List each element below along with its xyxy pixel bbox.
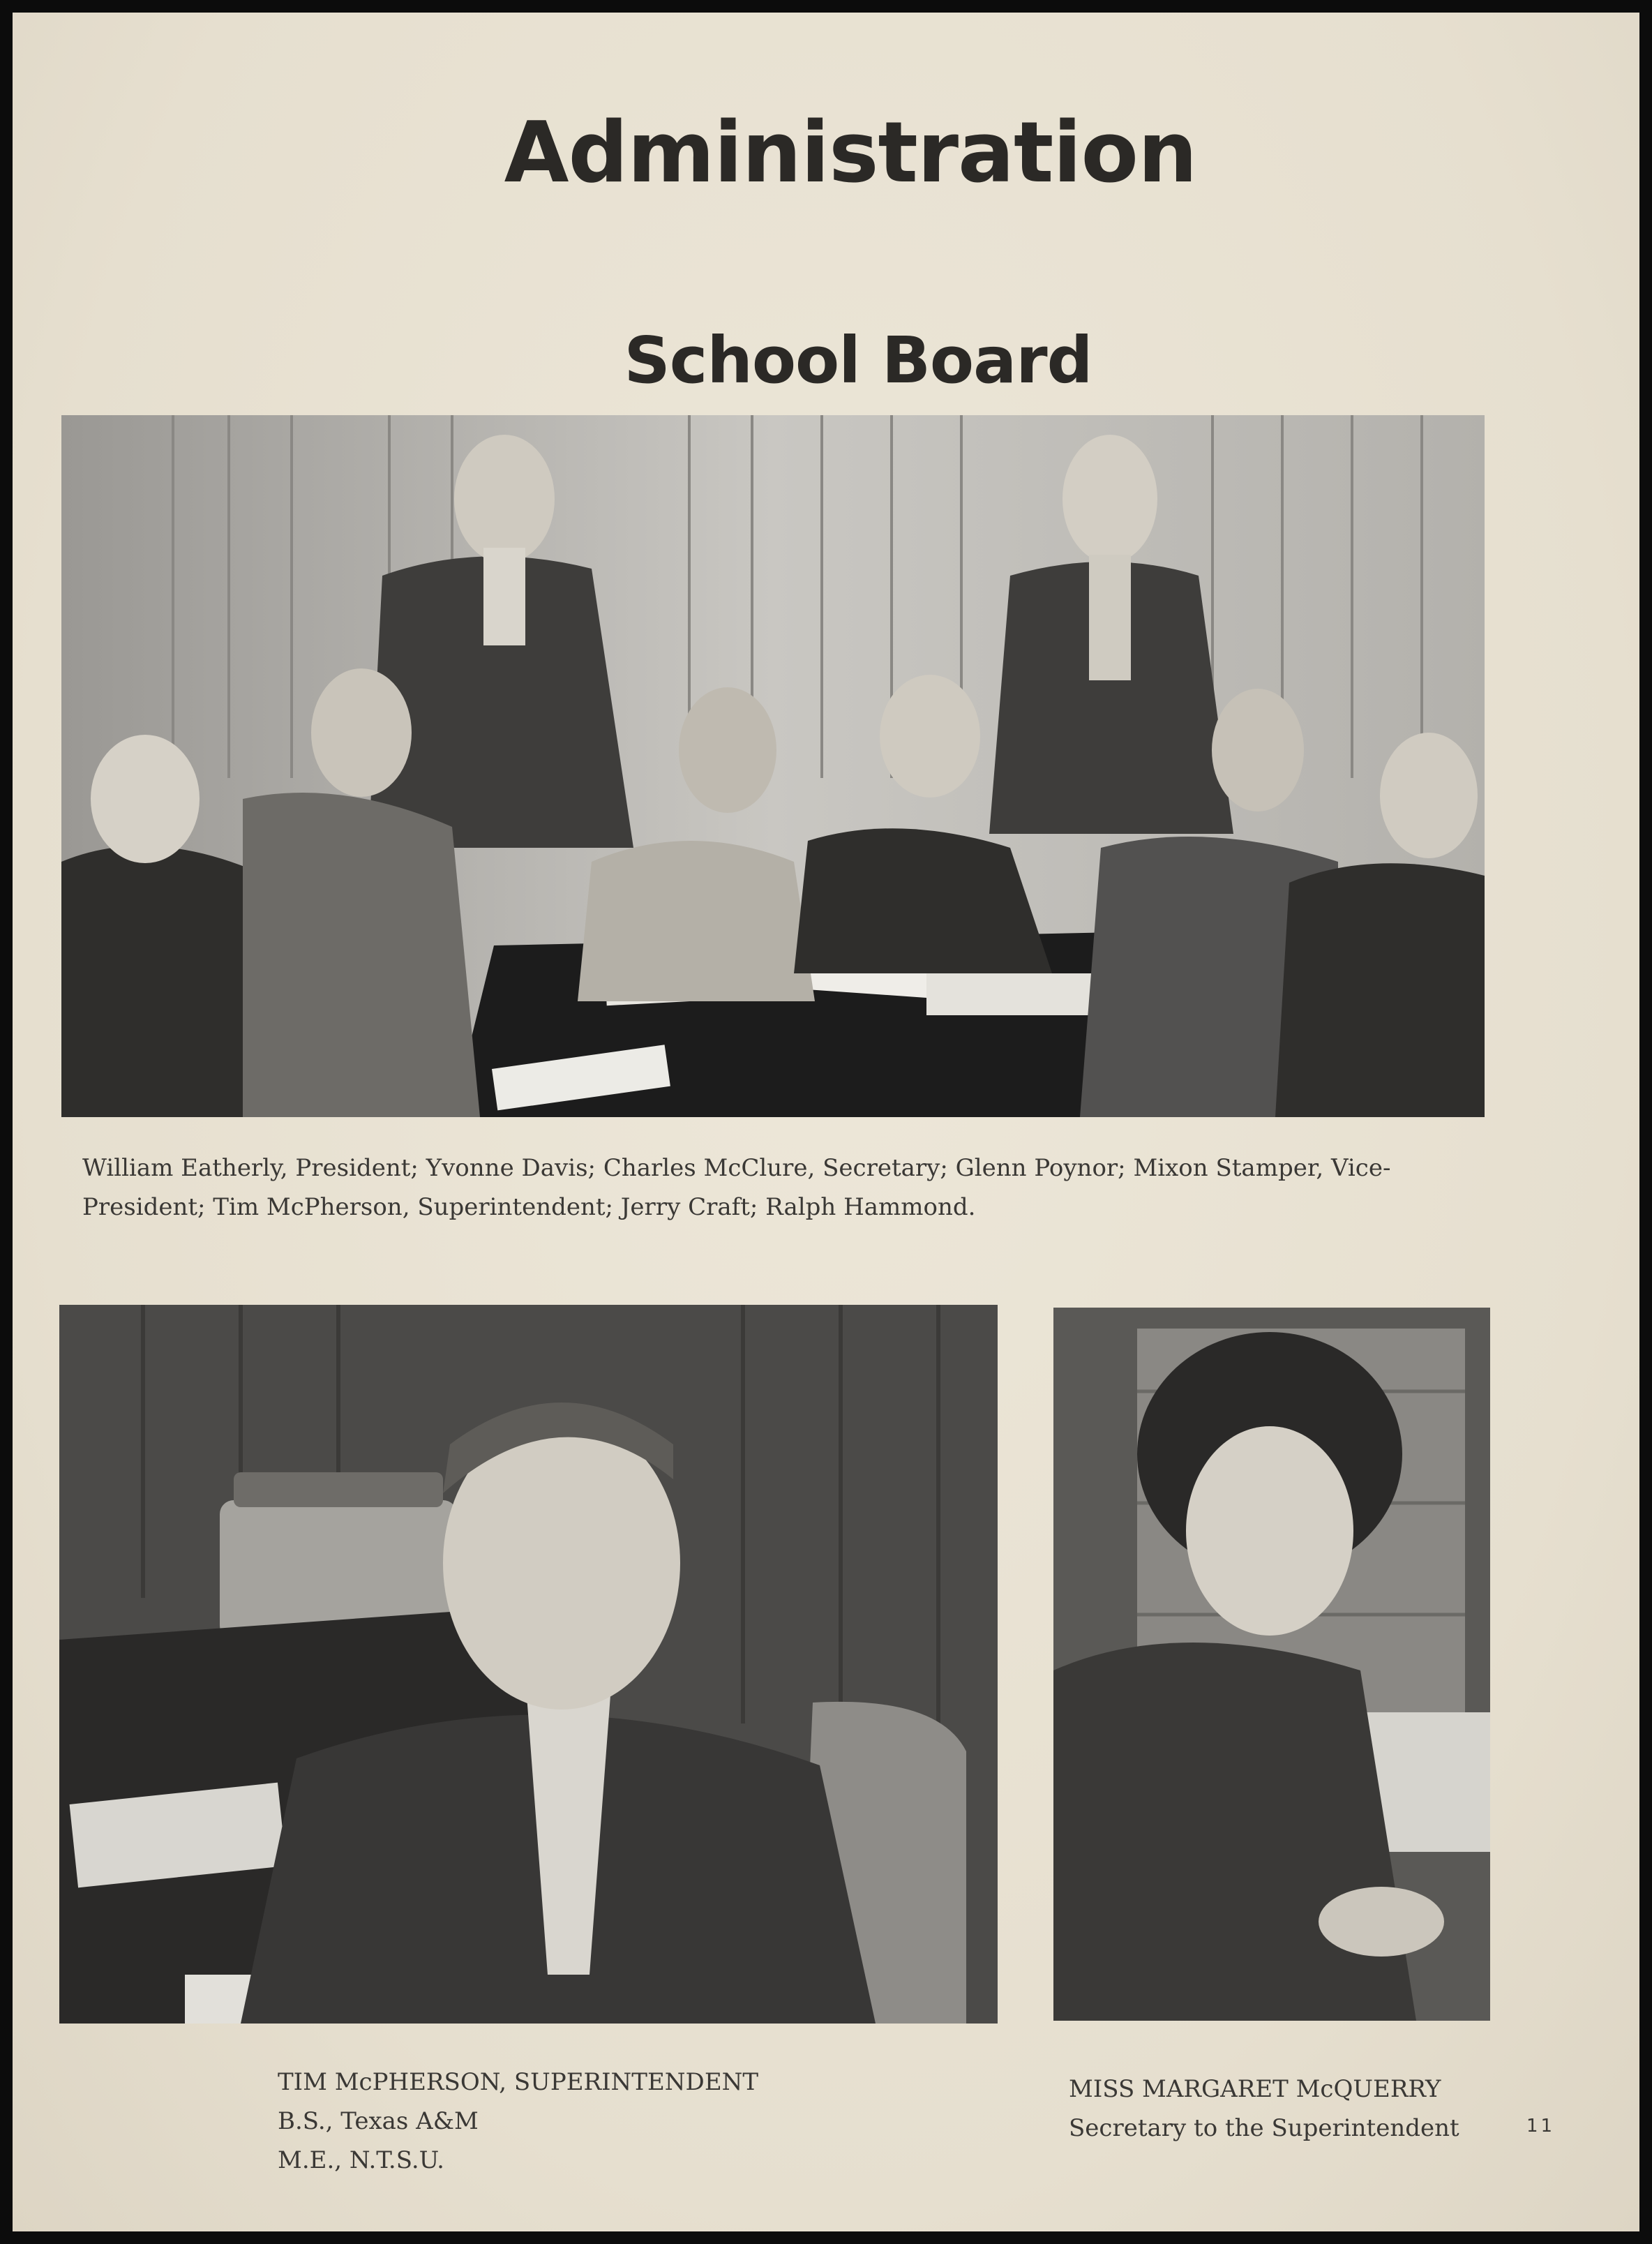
secretary-caption: [1069, 2070, 1501, 2148]
page-number: 11: [1526, 2116, 1556, 2137]
school-board-caption: [82, 1149, 1478, 1227]
secretary-name: MISS MARGARET McQUERRY: [1069, 2075, 1441, 2103]
caption-line: President; Tim McPherson, Superintendent; Jerry Craft; Ralph Hammond.: [82, 1193, 976, 1221]
caption-line: William Eatherly, President; Yvonne Davis; Charles McClure, Secretary; Glenn Poynor; Mixon Stamper, Vice-: [82, 1154, 1391, 1182]
secretary-role: Secretary to the Superintendent: [1069, 2114, 1459, 2142]
superintendent-caption: [278, 2063, 906, 2180]
yearbook-page: [13, 13, 1639, 2231]
superintendent-degree: B.S., Texas A&M: [278, 2107, 479, 2135]
school-board-photo: [61, 415, 1485, 1117]
section-title: School Board: [624, 323, 1092, 398]
secretary-photo: [1053, 1308, 1490, 2021]
superintendent-photo: [59, 1305, 998, 2024]
superintendent-degree: M.E., N.T.S.U.: [278, 2146, 444, 2174]
page-title: Administration: [504, 105, 1197, 202]
superintendent-name: TIM McPHERSON, SUPERINTENDENT: [278, 2068, 759, 2096]
